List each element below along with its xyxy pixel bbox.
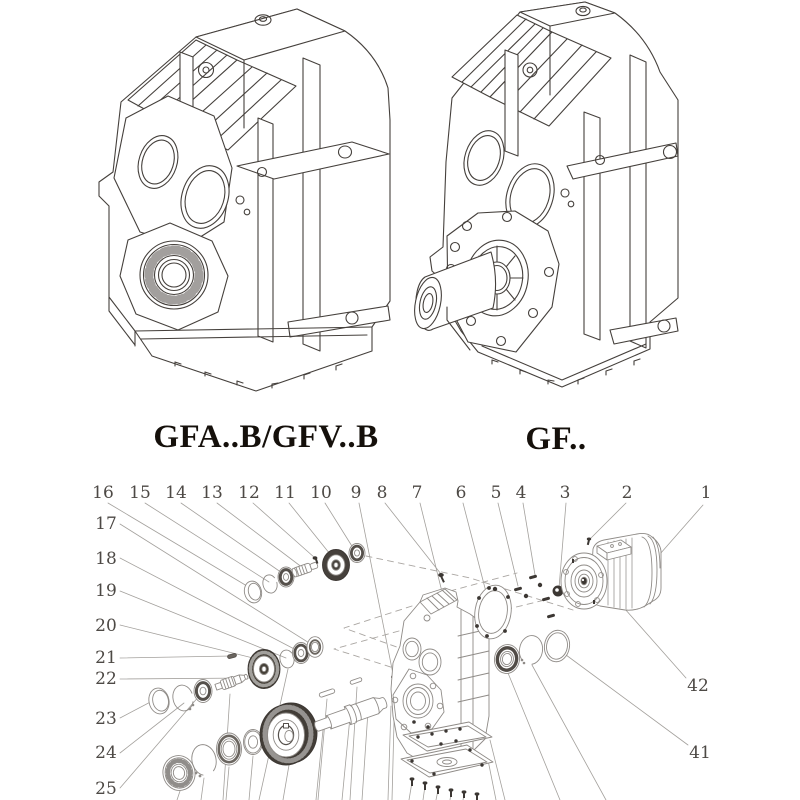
part-number-22: 22 — [95, 669, 117, 689]
part-number-6: 6 — [455, 483, 467, 503]
part-number-17: 17 — [95, 514, 117, 534]
part-number-24: 24 — [95, 743, 117, 763]
bearing-14 — [278, 567, 294, 587]
retaining-ring-15 — [261, 573, 279, 594]
snap-ring-24 — [171, 683, 196, 713]
pinion-shaft-22 — [214, 672, 249, 692]
caption-gfab: GFA..B/GFV..B — [153, 419, 379, 455]
part-number-8: 8 — [376, 483, 388, 503]
shaft-key-1 — [319, 688, 336, 697]
snap-ring-41 — [517, 634, 544, 666]
part-number-2: 2 — [621, 483, 633, 503]
seal-ring — [542, 628, 572, 663]
part-number-42: 42 — [687, 676, 709, 696]
part-number-41: 41 — [689, 743, 711, 763]
motor-flange — [561, 553, 607, 609]
output-shaft — [312, 693, 389, 736]
part-number-13: 13 — [201, 483, 223, 503]
key-21 — [227, 653, 237, 659]
motor — [561, 533, 661, 610]
part-number-23: 23 — [95, 709, 117, 729]
part-number-15: 15 — [129, 483, 151, 503]
gearbox-drawing-gf — [410, 2, 678, 387]
output-gear — [260, 703, 317, 765]
caption-gf: GF.. — [525, 421, 587, 457]
part-number-25: 25 — [95, 779, 117, 799]
part-number-19: 19 — [95, 581, 117, 601]
bearing-25 — [194, 680, 212, 703]
part-number-5: 5 — [490, 483, 502, 503]
part-number-12: 12 — [238, 483, 260, 503]
cover-bolts — [410, 777, 480, 800]
gear-11 — [323, 550, 350, 581]
part-number-4: 4 — [515, 483, 527, 503]
part-number-21: 21 — [95, 648, 117, 668]
output-bearing — [492, 643, 521, 676]
part-number-3: 3 — [559, 483, 571, 503]
part-number-18: 18 — [95, 549, 117, 569]
part-number-9: 9 — [350, 483, 362, 503]
gearbox-drawing-gfab — [99, 9, 390, 391]
part-number-1: 1 — [700, 483, 712, 503]
end-cap-23 — [147, 686, 172, 716]
input-pinion-13 — [291, 561, 319, 578]
part-number-10: 10 — [310, 483, 332, 503]
bearing-10 — [349, 544, 365, 563]
exploded-view — [92, 483, 711, 800]
part-number-14: 14 — [165, 483, 187, 503]
part-number-20: 20 — [95, 616, 117, 636]
part-number-7: 7 — [411, 483, 423, 503]
end-cap-16 — [242, 579, 264, 604]
screw-2 — [587, 538, 591, 546]
oil-seal — [217, 733, 242, 765]
part-number-16: 16 — [92, 483, 114, 503]
roller-bearing — [160, 753, 199, 794]
part-number-11: 11 — [274, 483, 296, 503]
gear-20 — [248, 650, 280, 689]
washer-17 — [307, 637, 323, 658]
shaft-key-2 — [350, 677, 363, 684]
